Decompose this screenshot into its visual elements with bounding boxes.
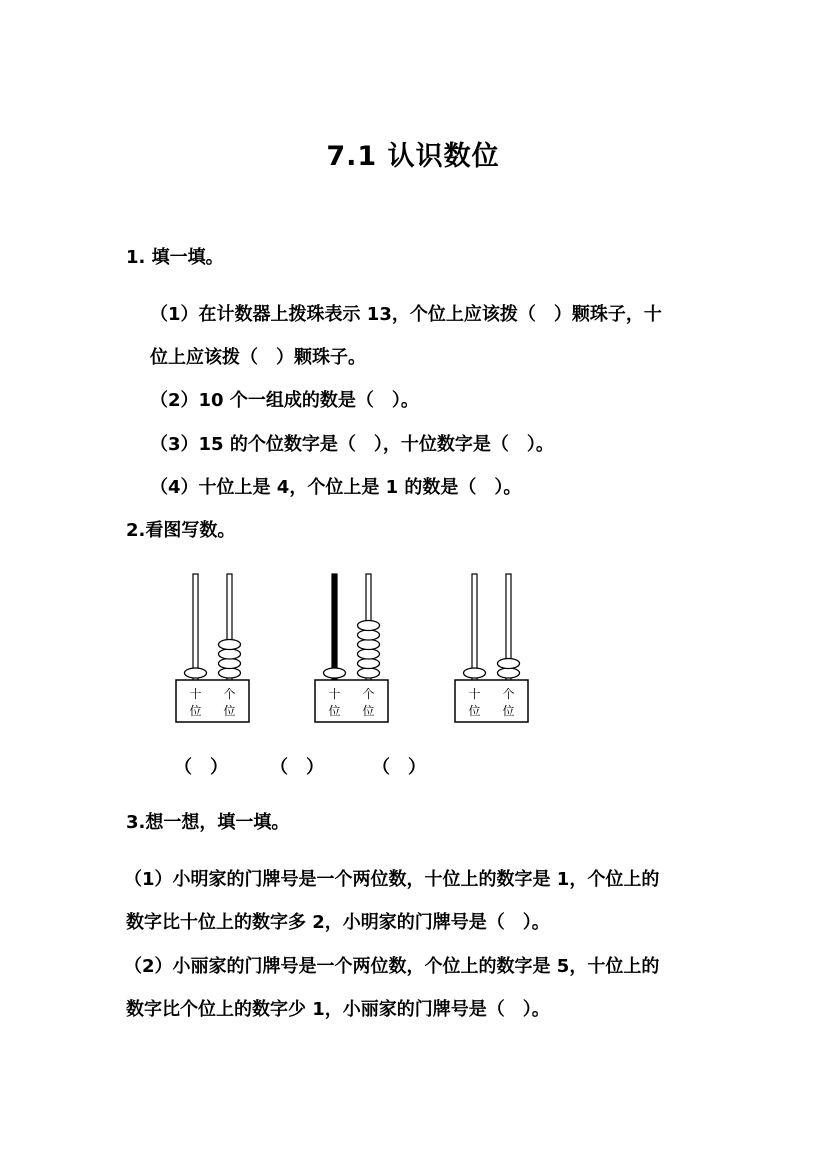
ones-bead — [358, 668, 380, 678]
tens-label-top: 十 — [328, 687, 341, 701]
ones-bead — [219, 668, 241, 678]
answer-blank[interactable]: （ ） — [270, 757, 324, 778]
ones-label-top: 个 — [362, 687, 375, 701]
question-line: （1）小明家的门牌号是一个两位数，十位上的数字是 1，个位上的 — [124, 869, 660, 890]
question-line: （3）15 的个位数字是（ ），十位数字是（ ）。 — [150, 434, 554, 455]
abacus-base — [176, 680, 249, 722]
abacus-3-drawing — [453, 568, 531, 726]
question-line: 数字比个位上的数字少 1，小丽家的门牌号是（ ）。 — [126, 999, 550, 1020]
ones-bead — [358, 659, 380, 669]
section-3-heading: 3.想一想，填一填。 — [126, 812, 290, 833]
section-1-heading: 1. 填一填。 — [126, 247, 224, 268]
ones-bead — [498, 668, 520, 678]
tens-label-bottom: 位 — [468, 704, 481, 718]
ones-bead — [358, 621, 380, 631]
ones-label-bottom: 位 — [502, 704, 515, 718]
abacus-3 — [453, 568, 531, 726]
tens-label-top: 十 — [189, 687, 202, 701]
ones-label-top: 个 — [223, 687, 236, 701]
question-line: （2）10 个一组成的数是（ ）。 — [150, 390, 419, 411]
question-line: （2）小丽家的门牌号是一个两位数，个位上的数字是 5，十位上的 — [124, 956, 660, 977]
abacus-1 — [174, 568, 252, 726]
question-line: 位上应该拨（ ）颗珠子。 — [150, 347, 366, 368]
answer-blank[interactable]: （ ） — [174, 757, 228, 778]
tens-label-bottom: 位 — [328, 704, 341, 718]
ones-label-bottom: 位 — [362, 704, 375, 718]
ones-bead — [358, 640, 380, 650]
tens-label-top: 十 — [468, 687, 481, 701]
tens-bead — [464, 668, 486, 678]
abacus-2-drawing — [313, 568, 391, 726]
question-line: （4）十位上是 4，个位上是 1 的数是（ ）。 — [150, 477, 522, 498]
ones-label-bottom: 位 — [223, 704, 236, 718]
abacus-2 — [313, 568, 391, 726]
abacus-1-drawing — [174, 568, 252, 726]
ones-bead — [358, 649, 380, 659]
ones-bead — [219, 659, 241, 669]
question-line: （1）在计数器上拨珠表示 13，个位上应该拨（ ）颗珠子，十 — [150, 304, 662, 325]
tens-label-bottom: 位 — [189, 704, 202, 718]
ones-bead — [219, 640, 241, 650]
ones-bead — [219, 649, 241, 659]
ones-label-top: 个 — [502, 687, 515, 701]
section-2-heading: 2.看图写数。 — [126, 520, 236, 541]
abacus-base — [315, 680, 388, 722]
page-title: 7.1 认识数位 — [326, 141, 500, 172]
abacus-base — [455, 680, 528, 722]
ones-bead — [358, 630, 380, 640]
tens-bead — [324, 668, 346, 678]
tens-bead — [185, 668, 207, 678]
answer-blank[interactable]: （ ） — [372, 757, 426, 778]
ones-bead — [498, 659, 520, 669]
question-line: 数字比十位上的数字多 2，小明家的门牌号是（ ）。 — [126, 912, 550, 933]
